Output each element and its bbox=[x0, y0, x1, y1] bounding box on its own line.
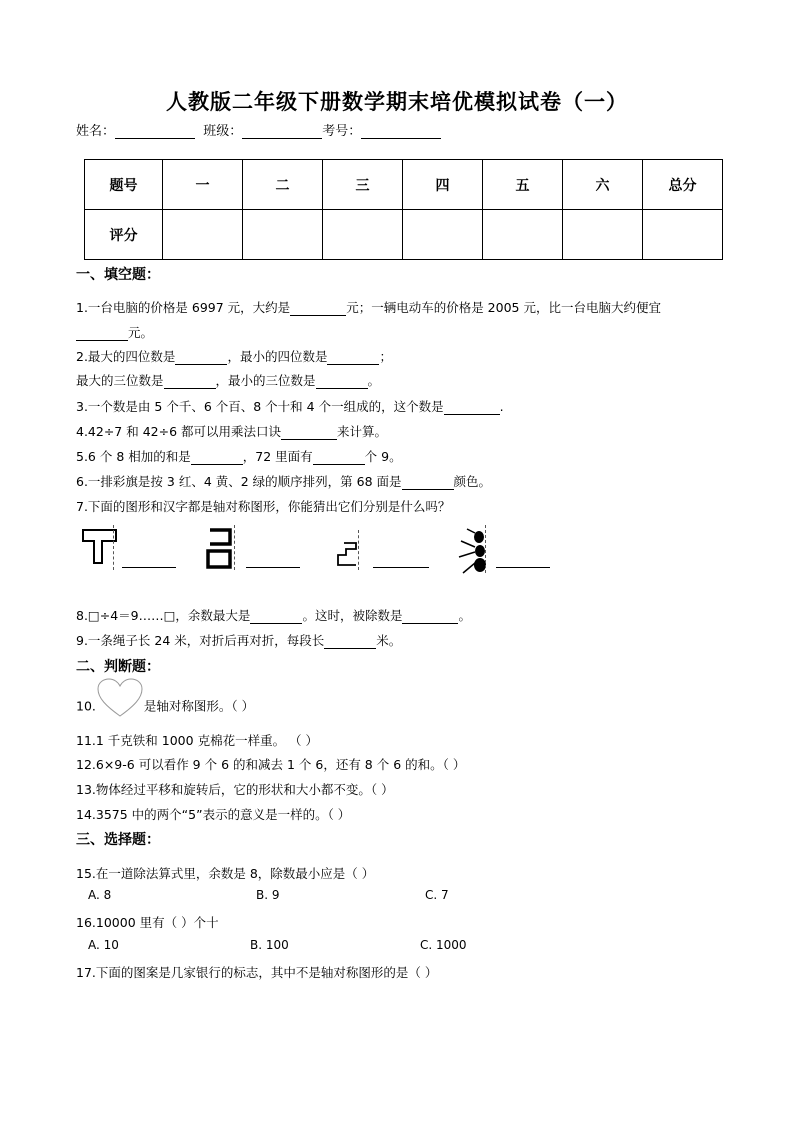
half-character-lu-icon bbox=[205, 527, 235, 571]
option-a[interactable]: A. 8 bbox=[88, 888, 112, 902]
answer-blank[interactable] bbox=[175, 351, 227, 365]
question-text: 。 bbox=[458, 608, 471, 623]
score-table bbox=[84, 159, 723, 260]
question-13: 13.物体经过平移和旋转后，它的形状和大小都不变。（ ） bbox=[76, 782, 394, 797]
question-2 bbox=[76, 347, 392, 365]
question-11: 11.1 千克铁和 1000 克棉花一样重。 （ ） bbox=[76, 733, 319, 748]
question-4 bbox=[76, 422, 387, 440]
exam-number-field[interactable] bbox=[361, 124, 441, 139]
answer-blank[interactable] bbox=[250, 610, 302, 624]
name-label: 姓名： bbox=[76, 124, 116, 139]
answer-line[interactable] bbox=[373, 567, 429, 568]
score-cell[interactable] bbox=[163, 210, 243, 260]
score-table-score-row bbox=[85, 210, 723, 260]
symmetry-axis bbox=[358, 530, 359, 570]
question-text: 。这时，被除数是 bbox=[302, 608, 403, 623]
answer-blank[interactable] bbox=[324, 635, 376, 649]
question-8 bbox=[76, 606, 471, 624]
question-10 bbox=[76, 696, 254, 718]
question-9 bbox=[76, 631, 401, 649]
question-text: 。 bbox=[367, 373, 381, 388]
option-b[interactable]: B. 9 bbox=[256, 888, 280, 902]
answer-blank[interactable] bbox=[76, 327, 128, 341]
answer-line[interactable] bbox=[246, 567, 300, 568]
question-2-continued bbox=[76, 371, 380, 389]
answer-blank[interactable] bbox=[402, 476, 454, 490]
section-heading-choice: 三、选择题： bbox=[76, 832, 160, 848]
score-cell[interactable] bbox=[483, 210, 563, 260]
question-text: 颜色。 bbox=[453, 474, 492, 489]
question-12: 12.6×9-6 可以看作 9 个 6 的和减去 1 个 6，还有 8 个 6 的和。（ ） bbox=[76, 757, 466, 772]
answer-blank[interactable] bbox=[164, 375, 216, 389]
question-text: 4.42÷7 和 42÷6 都可以用乘法口诀 bbox=[76, 424, 282, 439]
question-text: 2.最大的四位数是 bbox=[76, 349, 176, 364]
student-info bbox=[76, 120, 441, 139]
score-cell[interactable] bbox=[243, 210, 323, 260]
question-17: 17.下面的图案是几家银行的标志，其中不是轴对称图形的是（ ） bbox=[76, 965, 438, 980]
question-text: 10. bbox=[76, 698, 96, 714]
option-c[interactable]: C. 1000 bbox=[420, 938, 467, 952]
page-title: 人教版二年级下册数学期末培优模拟试卷（一） bbox=[166, 90, 628, 114]
question-text: 米。 bbox=[376, 633, 402, 648]
table-cell: 题号 bbox=[85, 160, 163, 210]
question-16: 16.10000 里有（ ）个十 bbox=[76, 915, 219, 930]
question-text: ，72 里面有 bbox=[242, 449, 313, 464]
question-text: 元。 bbox=[128, 325, 154, 340]
answer-line[interactable] bbox=[122, 567, 176, 568]
exam-label: 考号： bbox=[322, 124, 362, 139]
question-text: 9.一条绳子长 24 米，对折后再对折，每段长 bbox=[76, 633, 325, 648]
table-cell: 五 bbox=[483, 160, 563, 210]
half-figure-3-icon bbox=[334, 541, 364, 569]
question-6 bbox=[76, 472, 491, 490]
question-text: 6.一排彩旗是按 3 红、4 黄、2 绿的顺序排列，第 68 面是 bbox=[76, 474, 402, 489]
table-cell: 二 bbox=[243, 160, 323, 210]
answer-blank[interactable] bbox=[327, 351, 379, 365]
heart-icon bbox=[96, 678, 144, 718]
question-1 bbox=[76, 298, 661, 316]
table-cell: 总分 bbox=[643, 160, 723, 210]
score-cell[interactable] bbox=[563, 210, 643, 260]
table-cell: 六 bbox=[563, 160, 643, 210]
question-7: 7.下面的图形和汉字都是轴对称图形，你能猜出它们分别是什么吗？ bbox=[76, 499, 451, 514]
class-label: 班级： bbox=[203, 124, 243, 139]
symmetry-axis bbox=[113, 525, 114, 570]
question-text: 3.一个数是由 5 个千、6 个百、8 个十和 4 个一组成的，这个数是 bbox=[76, 399, 444, 414]
option-a[interactable]: A. 10 bbox=[88, 938, 119, 952]
table-cell: 一 bbox=[163, 160, 243, 210]
table-cell: 评分 bbox=[85, 210, 163, 260]
option-b[interactable]: B. 100 bbox=[250, 938, 289, 952]
score-cell[interactable] bbox=[323, 210, 403, 260]
symmetry-axis bbox=[234, 525, 235, 570]
question-14: 14.3575 中的两个“5”表示的意义是一样的。（ ） bbox=[76, 807, 351, 822]
name-field[interactable] bbox=[115, 124, 195, 139]
answer-line[interactable] bbox=[496, 567, 550, 568]
question-text: . bbox=[499, 399, 504, 414]
question-1-continued bbox=[76, 323, 153, 341]
section-heading-true-false: 二、判断题： bbox=[76, 659, 160, 675]
half-figure-1-icon bbox=[80, 527, 120, 569]
score-cell[interactable] bbox=[643, 210, 723, 260]
question-15: 15.在一道除法算式里，余数是 8，除数最小应是（ ） bbox=[76, 866, 375, 881]
question-text: 元；一辆电动车的价格是 2005 元，比一台电脑大约便宜 bbox=[346, 300, 661, 315]
question-5 bbox=[76, 447, 402, 465]
question-text: ，最小的三位数是 bbox=[215, 373, 316, 388]
score-cell[interactable] bbox=[403, 210, 483, 260]
answer-blank[interactable] bbox=[444, 401, 500, 415]
answer-blank[interactable] bbox=[313, 451, 365, 465]
half-ant-icon bbox=[455, 527, 489, 575]
symmetry-axis bbox=[485, 525, 486, 573]
question-text: 来计算。 bbox=[337, 424, 388, 439]
question-text: ，最小的四位数是 bbox=[227, 349, 328, 364]
question-text: 5.6 个 8 相加的和是 bbox=[76, 449, 191, 464]
section-heading-fill-in: 一、填空题： bbox=[76, 267, 160, 283]
table-cell: 四 bbox=[403, 160, 483, 210]
question-text: 个 9。 bbox=[364, 449, 402, 464]
question-text: 8.□÷4＝9……□，余数最大是 bbox=[76, 608, 251, 623]
answer-blank[interactable] bbox=[290, 302, 346, 316]
option-c[interactable]: C. 7 bbox=[425, 888, 449, 902]
question-text: 是轴对称图形。（ ） bbox=[143, 698, 255, 714]
answer-blank[interactable] bbox=[316, 375, 368, 389]
question-text: ； bbox=[379, 349, 392, 364]
answer-blank[interactable] bbox=[402, 610, 458, 624]
question-text: 1.一台电脑的价格是 6997 元，大约是 bbox=[76, 300, 291, 315]
answer-blank[interactable] bbox=[191, 451, 243, 465]
table-cell: 三 bbox=[323, 160, 403, 210]
answer-blank[interactable] bbox=[281, 426, 337, 440]
score-table-header-row bbox=[85, 160, 723, 210]
class-field[interactable] bbox=[242, 124, 322, 139]
question-3 bbox=[76, 397, 504, 415]
question-text: 最大的三位数是 bbox=[76, 373, 164, 388]
